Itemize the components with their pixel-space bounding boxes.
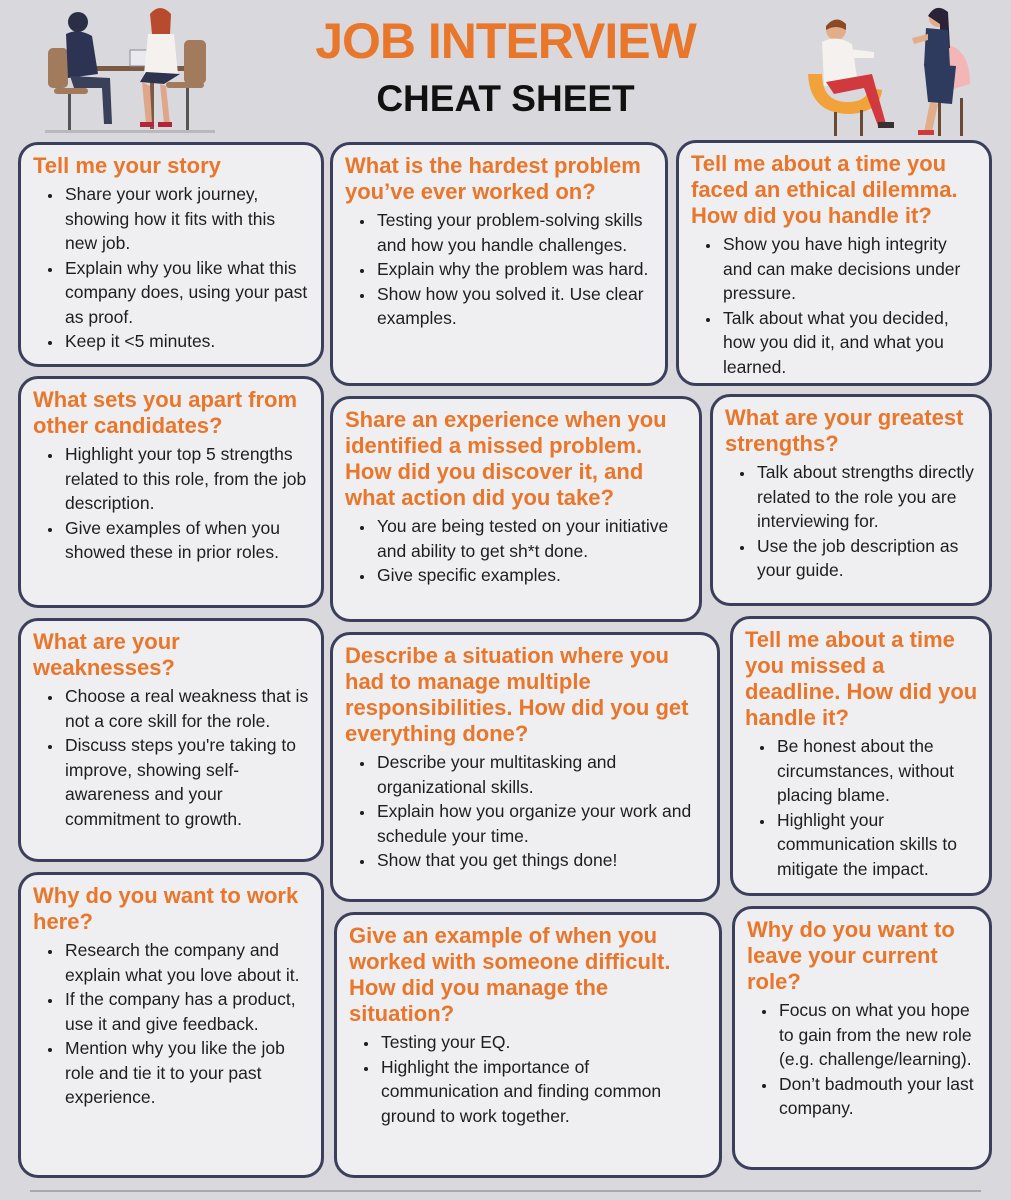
page-title: JOB INTERVIEW [315, 13, 696, 69]
card-weaknesses [18, 618, 324, 862]
card-bullet-list [33, 938, 311, 1110]
card-bullet: • Keep it <5 minutes. [63, 329, 311, 354]
card-question: Tell me your story [33, 153, 221, 178]
card-difficult-coworker [334, 912, 722, 1178]
card-bullet: • Choose a real weakness that is not a core skill for the role. [63, 684, 311, 733]
card-bullet-list [33, 182, 311, 354]
card-bullet: • Testing your problem-solving skills and how you handle challenges. [375, 208, 655, 257]
card-question: Tell me about a time you missed a deadline. How did you handle it? [745, 627, 978, 730]
card-question: What is the hardest problem you’ve ever worked on? [345, 153, 641, 204]
card-tell-me-your-story [18, 142, 324, 367]
card-bullet: • Don’t badmouth your last company. [777, 1072, 979, 1121]
card-question: Share an experience when you identified a missed problem. How did you discover it, and what action did you take? [345, 407, 667, 510]
card-bullet: • Talk about what you decided, how you did it, and what you learned. [721, 306, 979, 380]
card-question: Why do you want to work here? [33, 883, 299, 934]
card-bullet: • Give specific examples. [375, 563, 689, 588]
card-missed-problem [330, 396, 702, 622]
card-question: Tell me about a time you faced an ethical dilemma. How did you handle it? [691, 151, 958, 228]
card-bullet: • Share your work journey, showing how it fits with this new job. [63, 182, 311, 256]
card-bullet: • Research the company and explain what you love about it. [63, 938, 311, 987]
card-question: Give an example of when you worked with someone difficult. How did you manage the situation? [349, 923, 671, 1026]
page-subtitle: CHEAT SHEET [376, 78, 635, 119]
card-bullet: • Show you have high integrity and can make decisions under pressure. [721, 232, 979, 306]
card-why-work-here [18, 872, 324, 1178]
card-bullet-list [33, 684, 311, 831]
card-bullet: • Mention why you like the job role and tie it to your past experience. [63, 1036, 311, 1110]
card-bullet-list [747, 998, 979, 1121]
card-bullet: • Highlight the importance of communication and finding common ground to work together. [379, 1055, 709, 1129]
card-bullet-list [345, 750, 707, 873]
card-bullet: • Describe your multitasking and organizational skills. [375, 750, 707, 799]
card-question: Why do you want to leave your current role? [747, 917, 955, 994]
bottom-divider [30, 1190, 981, 1192]
card-bullet: • Highlight your communication skills to mitigate the impact. [775, 808, 979, 882]
card-ethical-dilemma [676, 140, 992, 386]
card-bullet: • Be honest about the circumstances, without placing blame. [775, 734, 979, 808]
card-bullet: • Testing your EQ. [379, 1030, 709, 1055]
card-bullet-list [345, 514, 689, 588]
card-greatest-strengths [710, 394, 992, 606]
card-bullet: • Give examples of when you showed these in prior roles. [63, 516, 311, 565]
card-bullet: • Show how you solved it. Use clear examples. [375, 282, 655, 331]
card-bullet: • Highlight your top 5 strengths related to this role, from the job description. [63, 442, 311, 516]
card-bullet-list [691, 232, 979, 379]
card-bullet: • Use the job description as your guide. [755, 534, 979, 583]
card-bullet-list [725, 460, 979, 583]
card-bullet-list [349, 1030, 709, 1128]
card-question: What are your weaknesses? [33, 629, 180, 680]
card-bullet: • Discuss steps you're taking to improve, showing self-awareness and your commitment to growth. [63, 733, 311, 831]
card-missed-deadline [730, 616, 992, 896]
card-question: What are your greatest strengths? [725, 405, 964, 456]
card-bullet: • Explain how you organize your work and schedule your time. [375, 799, 707, 848]
card-question: What sets you apart from other candidates? [33, 387, 298, 438]
card-leave-current-role [732, 906, 992, 1170]
card-bullet: • Focus on what you hope to gain from the new role (e.g. challenge/learning). [777, 998, 979, 1072]
card-question: Describe a situation where you had to manage multiple responsibilities. How did you get everything done? [345, 643, 689, 746]
card-bullet: • Explain why you like what this company does, using your past as proof. [63, 256, 311, 330]
card-bullet: • You are being tested on your initiative and ability to get sh*t done. [375, 514, 689, 563]
card-bullet-list [745, 734, 979, 881]
card-bullet: • Show that you get things done! [375, 848, 707, 873]
card-bullet-list [345, 208, 655, 331]
card-bullet: • Talk about strengths directly related to the role you are interviewing for. [755, 460, 979, 534]
card-hardest-problem [330, 142, 668, 386]
card-what-sets-you-apart [18, 376, 324, 608]
card-bullet-list [33, 442, 311, 565]
card-bullet: • If the company has a product, use it and give feedback. [63, 987, 311, 1036]
card-multiple-responsibilities [330, 632, 720, 902]
card-bullet: • Explain why the problem was hard. [375, 257, 655, 282]
